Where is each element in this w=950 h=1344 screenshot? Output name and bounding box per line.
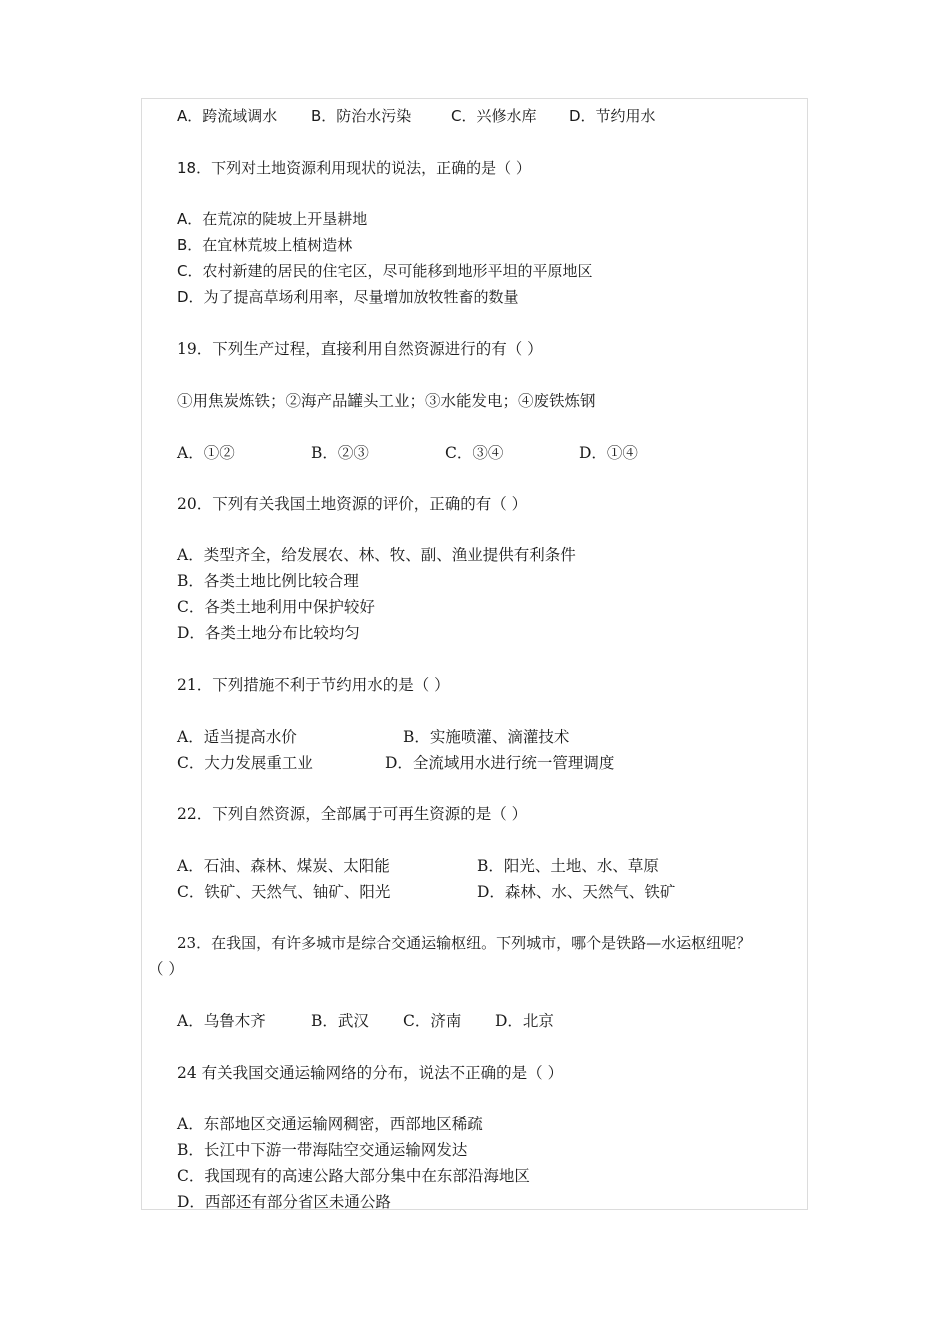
q23-stem: 23．在我国，有许多城市是综合交通运输枢纽。下列城市，哪个是铁路—水运枢纽呢？ [177,934,752,952]
q19-items: ①用焦炭炼铁；②海产品罐头工业；③水能发电；④废铁炼钢 [177,392,596,410]
q24-option-c: C．我国现有的高速公路大部分集中在东部沿海地区 [177,1167,530,1185]
q21-stem: 21．下列措施不利于节约用水的是（ ） [177,676,450,694]
q23-option-b: B．武汉 [311,1012,369,1030]
q22-option-c: C．铁矿、天然气、铀矿、阳光 [177,883,391,901]
q19-option-d: D．①④ [579,444,638,462]
q19-option-a: A．①② [177,444,235,462]
q18-option-c: C．农村新建的居民的住宅区，尽可能移到地形平坦的平原地区 [177,262,593,280]
q23-option-a: A．乌鲁木齐 [177,1012,266,1030]
q22-stem: 22．下列自然资源，全部属于可再生资源的是（ ） [177,805,528,823]
q21-option-c: C．大力发展重工业 [177,754,313,772]
q22-option-a: A．石油、森林、煤炭、太阳能 [177,857,390,875]
q20-option-c: C．各类土地利用中保护较好 [177,598,375,616]
q22-option-d: D．森林、水、天然气、铁矿 [477,883,676,901]
q21-option-b: B．实施喷灌、滴灌技术 [403,728,570,746]
q23-option-c: C．济南 [403,1012,462,1030]
q17-option-a: A．跨流域调水 [177,107,278,125]
q19-stem: 19．下列生产过程，直接利用自然资源进行的有（ ） [177,340,543,358]
q17-option-d: D．节约用水 [569,107,656,125]
q23-option-d: D．北京 [495,1012,554,1030]
q20-option-a: A．类型齐全，给发展农、林、牧、副、渔业提供有利条件 [177,546,576,564]
q18-option-d: D．为了提高草场利用率，尽量增加放牧牲畜的数量 [177,288,519,306]
q20-option-b: B．各类土地比例比较合理 [177,572,359,590]
q24-option-d: D．西部还有部分省区未通公路 [177,1193,391,1211]
q20-option-d: D．各类土地分布比较均匀 [177,624,360,642]
q18-option-b: B．在宜林荒坡上植树造林 [177,236,353,254]
q20-stem: 20．下列有关我国土地资源的评价，正确的有（ ） [177,495,528,513]
q21-option-a: A．适当提高水价 [177,728,297,746]
q21-option-d: D．全流域用水进行统一管理调度 [385,754,615,772]
q19-option-c: C．③④ [445,444,504,462]
q18-option-a: A．在荒凉的陡坡上开垦耕地 [177,210,368,228]
q19-option-b: B．②③ [311,444,369,462]
q17-option-c: C．兴修水库 [451,107,537,125]
q24-option-a: A．东部地区交通运输网稠密，西部地区稀疏 [177,1115,483,1133]
q24-stem: 24 有关我国交通运输网络的分布，说法不正确的是（ ） [177,1064,564,1082]
q24-option-b: B．长江中下游一带海陆空交通运输网发达 [177,1141,468,1159]
q18-stem: 18．下列对土地资源利用现状的说法，正确的是（ ） [177,159,531,177]
q17-option-b: B．防治水污染 [311,107,412,125]
q22-option-b: B．阳光、土地、水、草原 [477,857,659,875]
q23-paren: （ ） [148,960,184,978]
